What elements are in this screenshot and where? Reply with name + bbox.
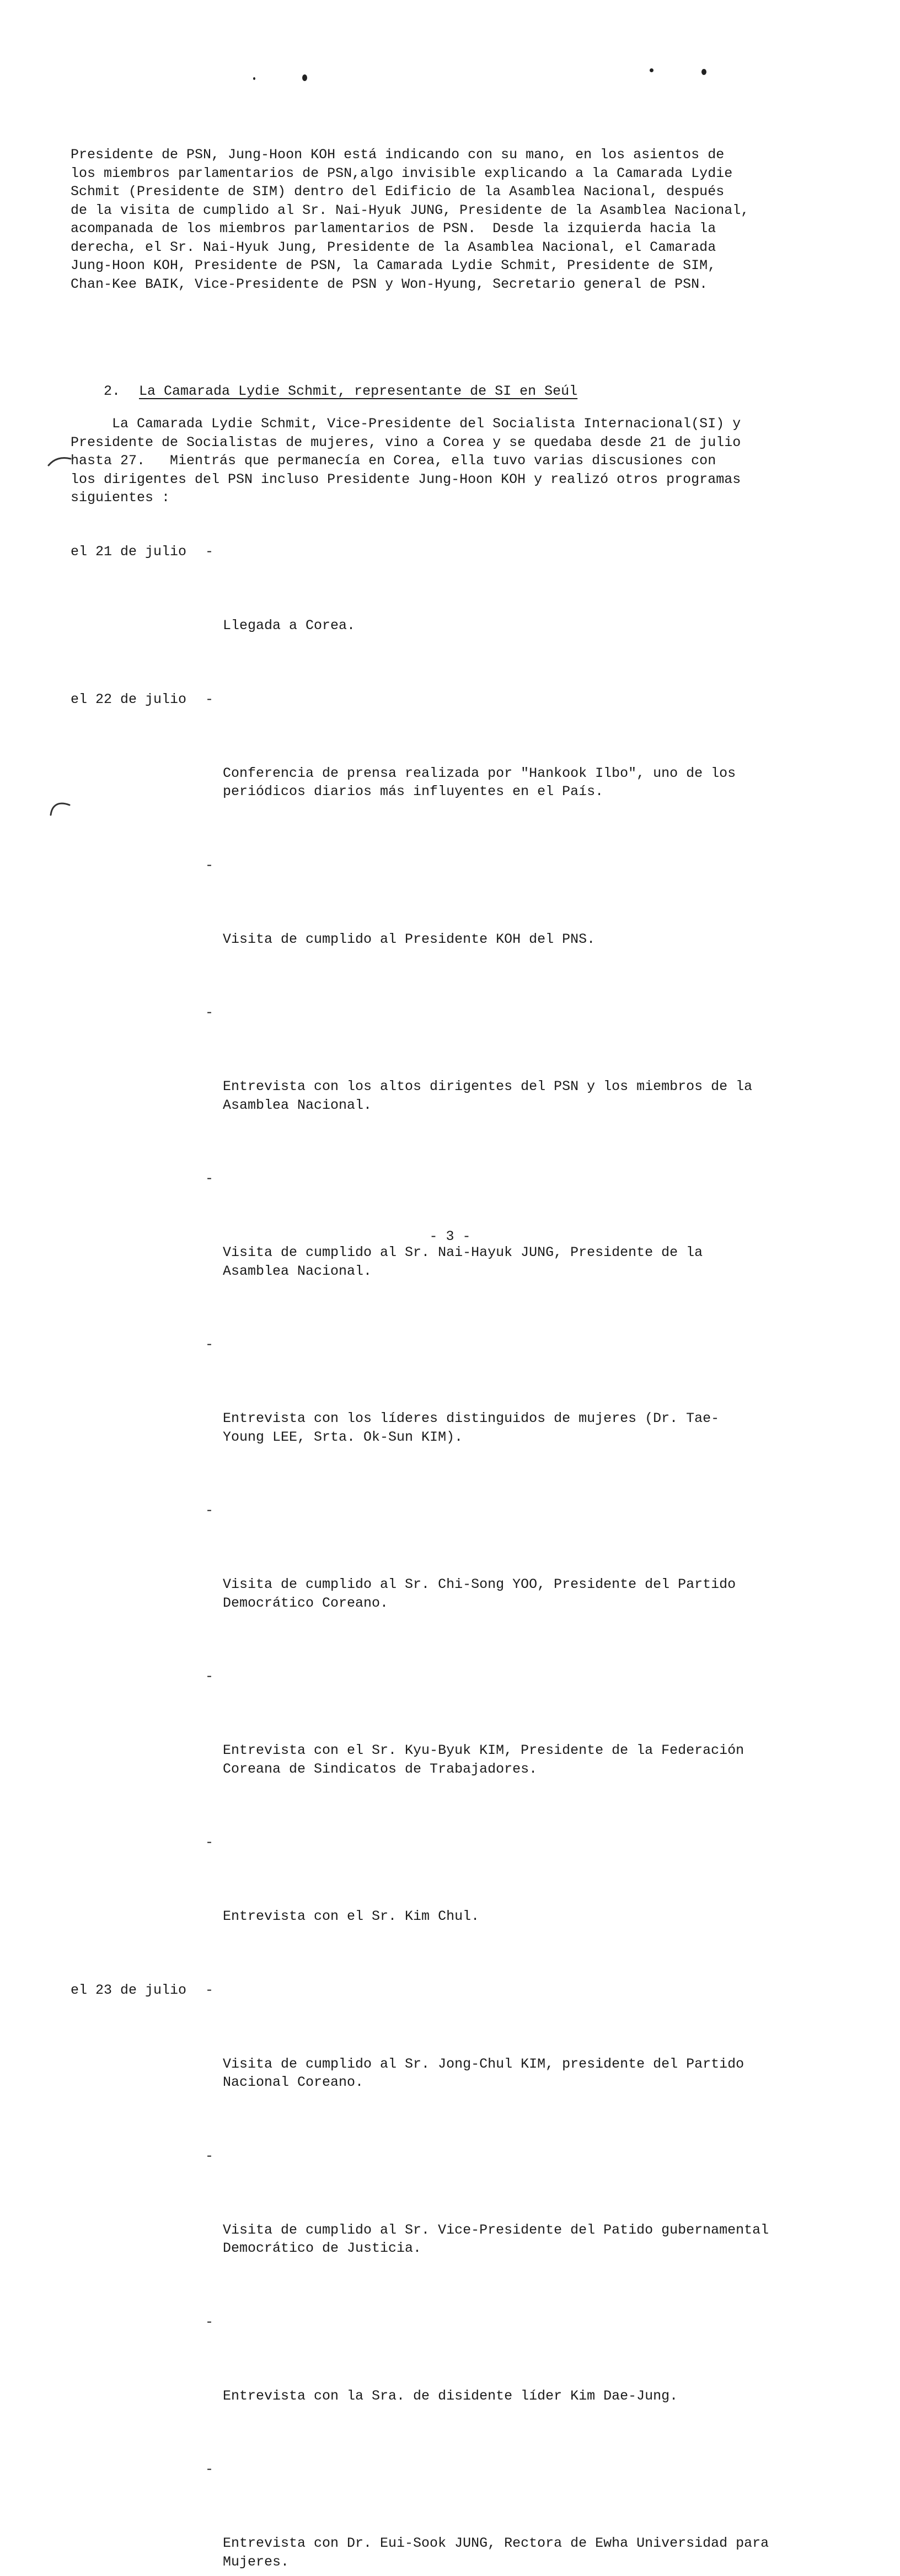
page-number: - 3 - — [429, 1228, 471, 1244]
schedule-text — [205, 2221, 854, 2258]
section-heading — [71, 367, 577, 415]
schedule-entry — [71, 2147, 854, 2295]
schedule-line: periódicos diarios más influyentes en el País. — [223, 783, 604, 799]
schedule-line: Nacional Coreano. — [223, 2074, 364, 2090]
intro-line: siguientes : — [71, 490, 170, 506]
schedule-text — [205, 1575, 854, 1612]
caption-line: Jung-Hoon KOH, Presidente de PSN, la Camarada Lydie Schmit, Presidente de SIM, — [71, 257, 716, 273]
list-dash: - — [205, 544, 214, 560]
schedule-line: Llegada a Corea. — [223, 618, 356, 634]
caption-line: Chan-Kee BAIK, Vice-Presidente de PSN y Won-Hyung, Secretario general de PSN. — [71, 276, 708, 292]
list-dash: - — [205, 1668, 214, 1684]
schedule-line: Visita de cumplido al Sr. Nai-Hayuk JUNG, Presidente de la — [223, 1244, 703, 1260]
caption-line: Presidente de PSN, Jung-Hoon KOH está indicando con su mano, en los asientos de — [71, 147, 725, 163]
list-dash: - — [205, 2314, 214, 2330]
list-dash: - — [205, 1171, 214, 1187]
schedule-date: el 21 de julio — [71, 544, 187, 560]
caption-line: acompanada de los miembros parlamentarios de PSN. Desde la izquierda hacia la — [71, 221, 716, 237]
list-dash: - — [205, 1982, 214, 1998]
schedule-text — [205, 1907, 854, 1926]
schedule-line: Coreana de Sindicatos de Trabajadores. — [223, 1761, 538, 1777]
schedule-line: Visita de cumplido al Sr. Vice-Presidente del Patido gubernamental — [223, 2221, 769, 2238]
caption-line: de la visita de cumplido al Sr. Nai-Hyuk JUNG, Presidente de la Asamblea Nacional, — [71, 202, 749, 218]
intro-line: Presidente de Socialistas de mujeres, vino a Corea y se quedaba desde 21 de julio — [71, 434, 741, 450]
schedule-text — [205, 930, 854, 949]
schedule-entry — [71, 1335, 854, 1483]
section-number: 2. — [104, 383, 121, 399]
schedule-text — [205, 2055, 854, 2092]
schedule-entry — [71, 856, 854, 986]
caption-line: los miembros parlamentarios de PSN,algo invisible explicando a la Camarada Lydie — [71, 165, 733, 181]
schedule-line: Asamblea Nacional. — [223, 1097, 372, 1113]
list-dash: - — [205, 1502, 214, 1518]
scan-speck — [650, 68, 653, 72]
schedule-date: el 22 de julio — [71, 691, 187, 707]
scan-speck — [253, 77, 255, 80]
schedule-entry — [71, 2460, 854, 2576]
schedule-line: Democrático de Justicia. — [223, 2240, 422, 2256]
list-dash: - — [205, 1337, 214, 1353]
schedule-entry — [71, 1003, 854, 1151]
list-dash: - — [205, 691, 214, 707]
schedule-line: Entrevista con el Sr. Kim Chul. — [223, 1908, 480, 1924]
photo-caption — [71, 146, 843, 293]
schedule-text — [205, 2534, 854, 2571]
list-dash: - — [205, 1834, 214, 1850]
intro-line: los dirigentes del PSN incluso Presidente Jung-Hoon KOH y realizó otros programas — [71, 471, 741, 487]
caption-line: Schmit (Presidente de SIM) dentro del Edificio de la Asamblea Nacional, después — [71, 184, 725, 200]
list-dash: - — [205, 1005, 214, 1021]
schedule-list — [71, 543, 854, 2576]
intro-line: hasta 27. Mientrás que permanecía en Corea, ella tuvo varias discusiones con — [71, 453, 716, 469]
schedule-line: Young LEE, Srta. Ok-Sun KIM). — [223, 1429, 463, 1445]
intro-paragraph — [71, 415, 854, 507]
schedule-line: Visita de cumplido al Presidente KOH del PNS. — [223, 931, 596, 947]
schedule-entry — [71, 690, 854, 838]
schedule-line: Entrevista con los líderes distinguidos de mujeres (Dr. Tae- — [223, 1410, 720, 1426]
schedule-entry — [71, 1501, 854, 1649]
scan-speck — [302, 74, 307, 81]
schedule-line: Conferencia de prensa realizada por "Hankook Ilbo", uno de los — [223, 765, 736, 781]
schedule-text — [205, 616, 854, 635]
schedule-date: el 23 de julio — [71, 1982, 187, 1998]
margin-pencil-mark — [46, 453, 74, 470]
schedule-text — [205, 1741, 854, 1778]
schedule-entry — [71, 1667, 854, 1815]
list-dash: - — [205, 2148, 214, 2164]
intro-line: La Camarada Lydie Schmit, Vice-Presidente del Socialista Internacional(SI) y — [71, 416, 741, 432]
caption-line: derecha, el Sr. Nai-Hyuk Jung, Presidente de la Asamblea Nacional, el Camarada — [71, 239, 716, 255]
list-dash: - — [205, 857, 214, 873]
schedule-entry — [71, 2313, 854, 2443]
schedule-text — [205, 1409, 854, 1446]
schedule-text — [205, 1243, 854, 1280]
scan-speck — [701, 69, 706, 75]
schedule-line: Entrevista con los altos dirigentes del PSN y los miembros de la — [223, 1078, 753, 1094]
schedule-text — [205, 1077, 854, 1114]
section-title: La Camarada Lydie Schmit, representante de SI en Seúl — [139, 383, 578, 399]
schedule-line: Entrevista con el Sr. Kyu-Byuk KIM, Presidente de la Federación — [223, 1742, 744, 1758]
schedule-text — [205, 2387, 854, 2406]
schedule-line: Mujeres. — [223, 2553, 290, 2570]
schedule-entry — [71, 1981, 854, 2129]
schedule-line: Entrevista con la Sra. de disidente líder Kim Dae-Jung. — [223, 2387, 678, 2404]
schedule-line: Democrático Coreano. — [223, 1595, 389, 1611]
schedule-line: Visita de cumplido al Sr. Jong-Chul KIM, presidente del Partido — [223, 2056, 744, 2072]
schedule-entry — [71, 1833, 854, 1963]
schedule-text — [205, 764, 854, 801]
schedule-entry — [71, 543, 854, 672]
list-dash: - — [205, 2461, 214, 2477]
schedule-line: Visita de cumplido al Sr. Chi-Song YOO, Presidente del Partido — [223, 1576, 736, 1592]
schedule-line: Entrevista con Dr. Eui-Sook JUNG, Rectora de Ewha Universidad para — [223, 2535, 769, 2551]
schedule-line: Asamblea Nacional. — [223, 1263, 372, 1279]
